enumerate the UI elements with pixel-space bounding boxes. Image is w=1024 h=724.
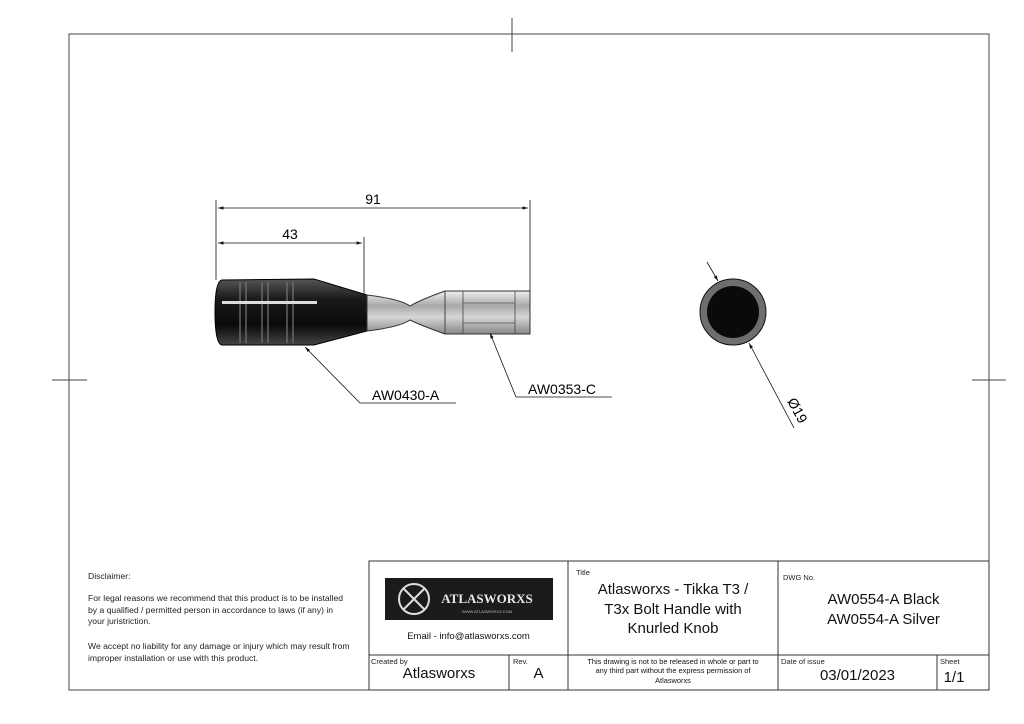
dwg-line-2: AW0554-A Silver xyxy=(827,611,940,628)
dwg-line-1: AW0554-A Black xyxy=(827,591,940,608)
disclaimer-para2: We accept no liability for any damage or injury which may result from improper installation or use with this product. xyxy=(88,641,350,663)
title-line-3: Knurled Knob xyxy=(627,620,719,637)
dimension-diameter-label: Ø19 xyxy=(784,394,811,426)
disclaimer-legal xyxy=(88,593,350,628)
bolt-handle-side-view xyxy=(215,279,530,345)
callout-knob-label: AW0430-A xyxy=(372,387,440,403)
title-label: Title xyxy=(576,568,590,577)
dwg-label: DWG No. xyxy=(783,573,816,582)
title-line-2: T3x Bolt Handle with xyxy=(604,600,742,618)
atlasworxs-logo xyxy=(385,578,553,620)
knob-body xyxy=(215,279,367,345)
steel-shaft xyxy=(367,291,530,334)
created-by-value: Atlasworxs xyxy=(402,665,476,682)
revision-value: A xyxy=(533,665,544,682)
title-line-1: Atlasworxs - Tikka T3 / xyxy=(597,581,749,598)
contact-email: Email - info@atlasworxs.com xyxy=(407,631,530,642)
date-of-issue-value: 03/01/2023 xyxy=(819,667,896,684)
end-view-inner xyxy=(707,286,759,338)
disclaimer-heading: Disclaimer: xyxy=(88,571,131,581)
dimension-43-label: 43 xyxy=(282,226,298,242)
disclaimer-para1: For legal reasons we recommend that this product is to be installed by a qualified / permitted person in accordance to laws (if any) in your juristriction. xyxy=(88,593,344,626)
created-by-label: Created by xyxy=(371,657,408,666)
date-of-issue-label: Date of issue xyxy=(781,657,825,666)
drawing-title xyxy=(568,580,778,639)
dimension-91 xyxy=(216,200,530,291)
logo-text: ATLASWORXS xyxy=(441,591,533,606)
dwg-number xyxy=(778,590,989,630)
notice-line-3: Atlasworxs xyxy=(655,675,691,685)
knob-highlight xyxy=(222,301,317,304)
disclaimer-liability xyxy=(88,641,350,664)
sheet-label: Sheet xyxy=(940,657,960,666)
notice-line-2: any third part without the express permission of xyxy=(595,666,751,676)
revision-label: Rev. xyxy=(513,657,528,666)
release-notice xyxy=(570,657,776,685)
dimension-91-label: 91 xyxy=(365,191,381,207)
logo-subtext: WWW.ATLASWORXS.COM xyxy=(461,609,513,614)
sheet-value: 1/1 xyxy=(943,669,965,686)
notice-line-1: This drawing is not to be released in whole or part to xyxy=(587,657,759,666)
callout-shaft-label: AW0353-C xyxy=(528,381,596,397)
bolt-handle-end-view xyxy=(700,262,794,428)
